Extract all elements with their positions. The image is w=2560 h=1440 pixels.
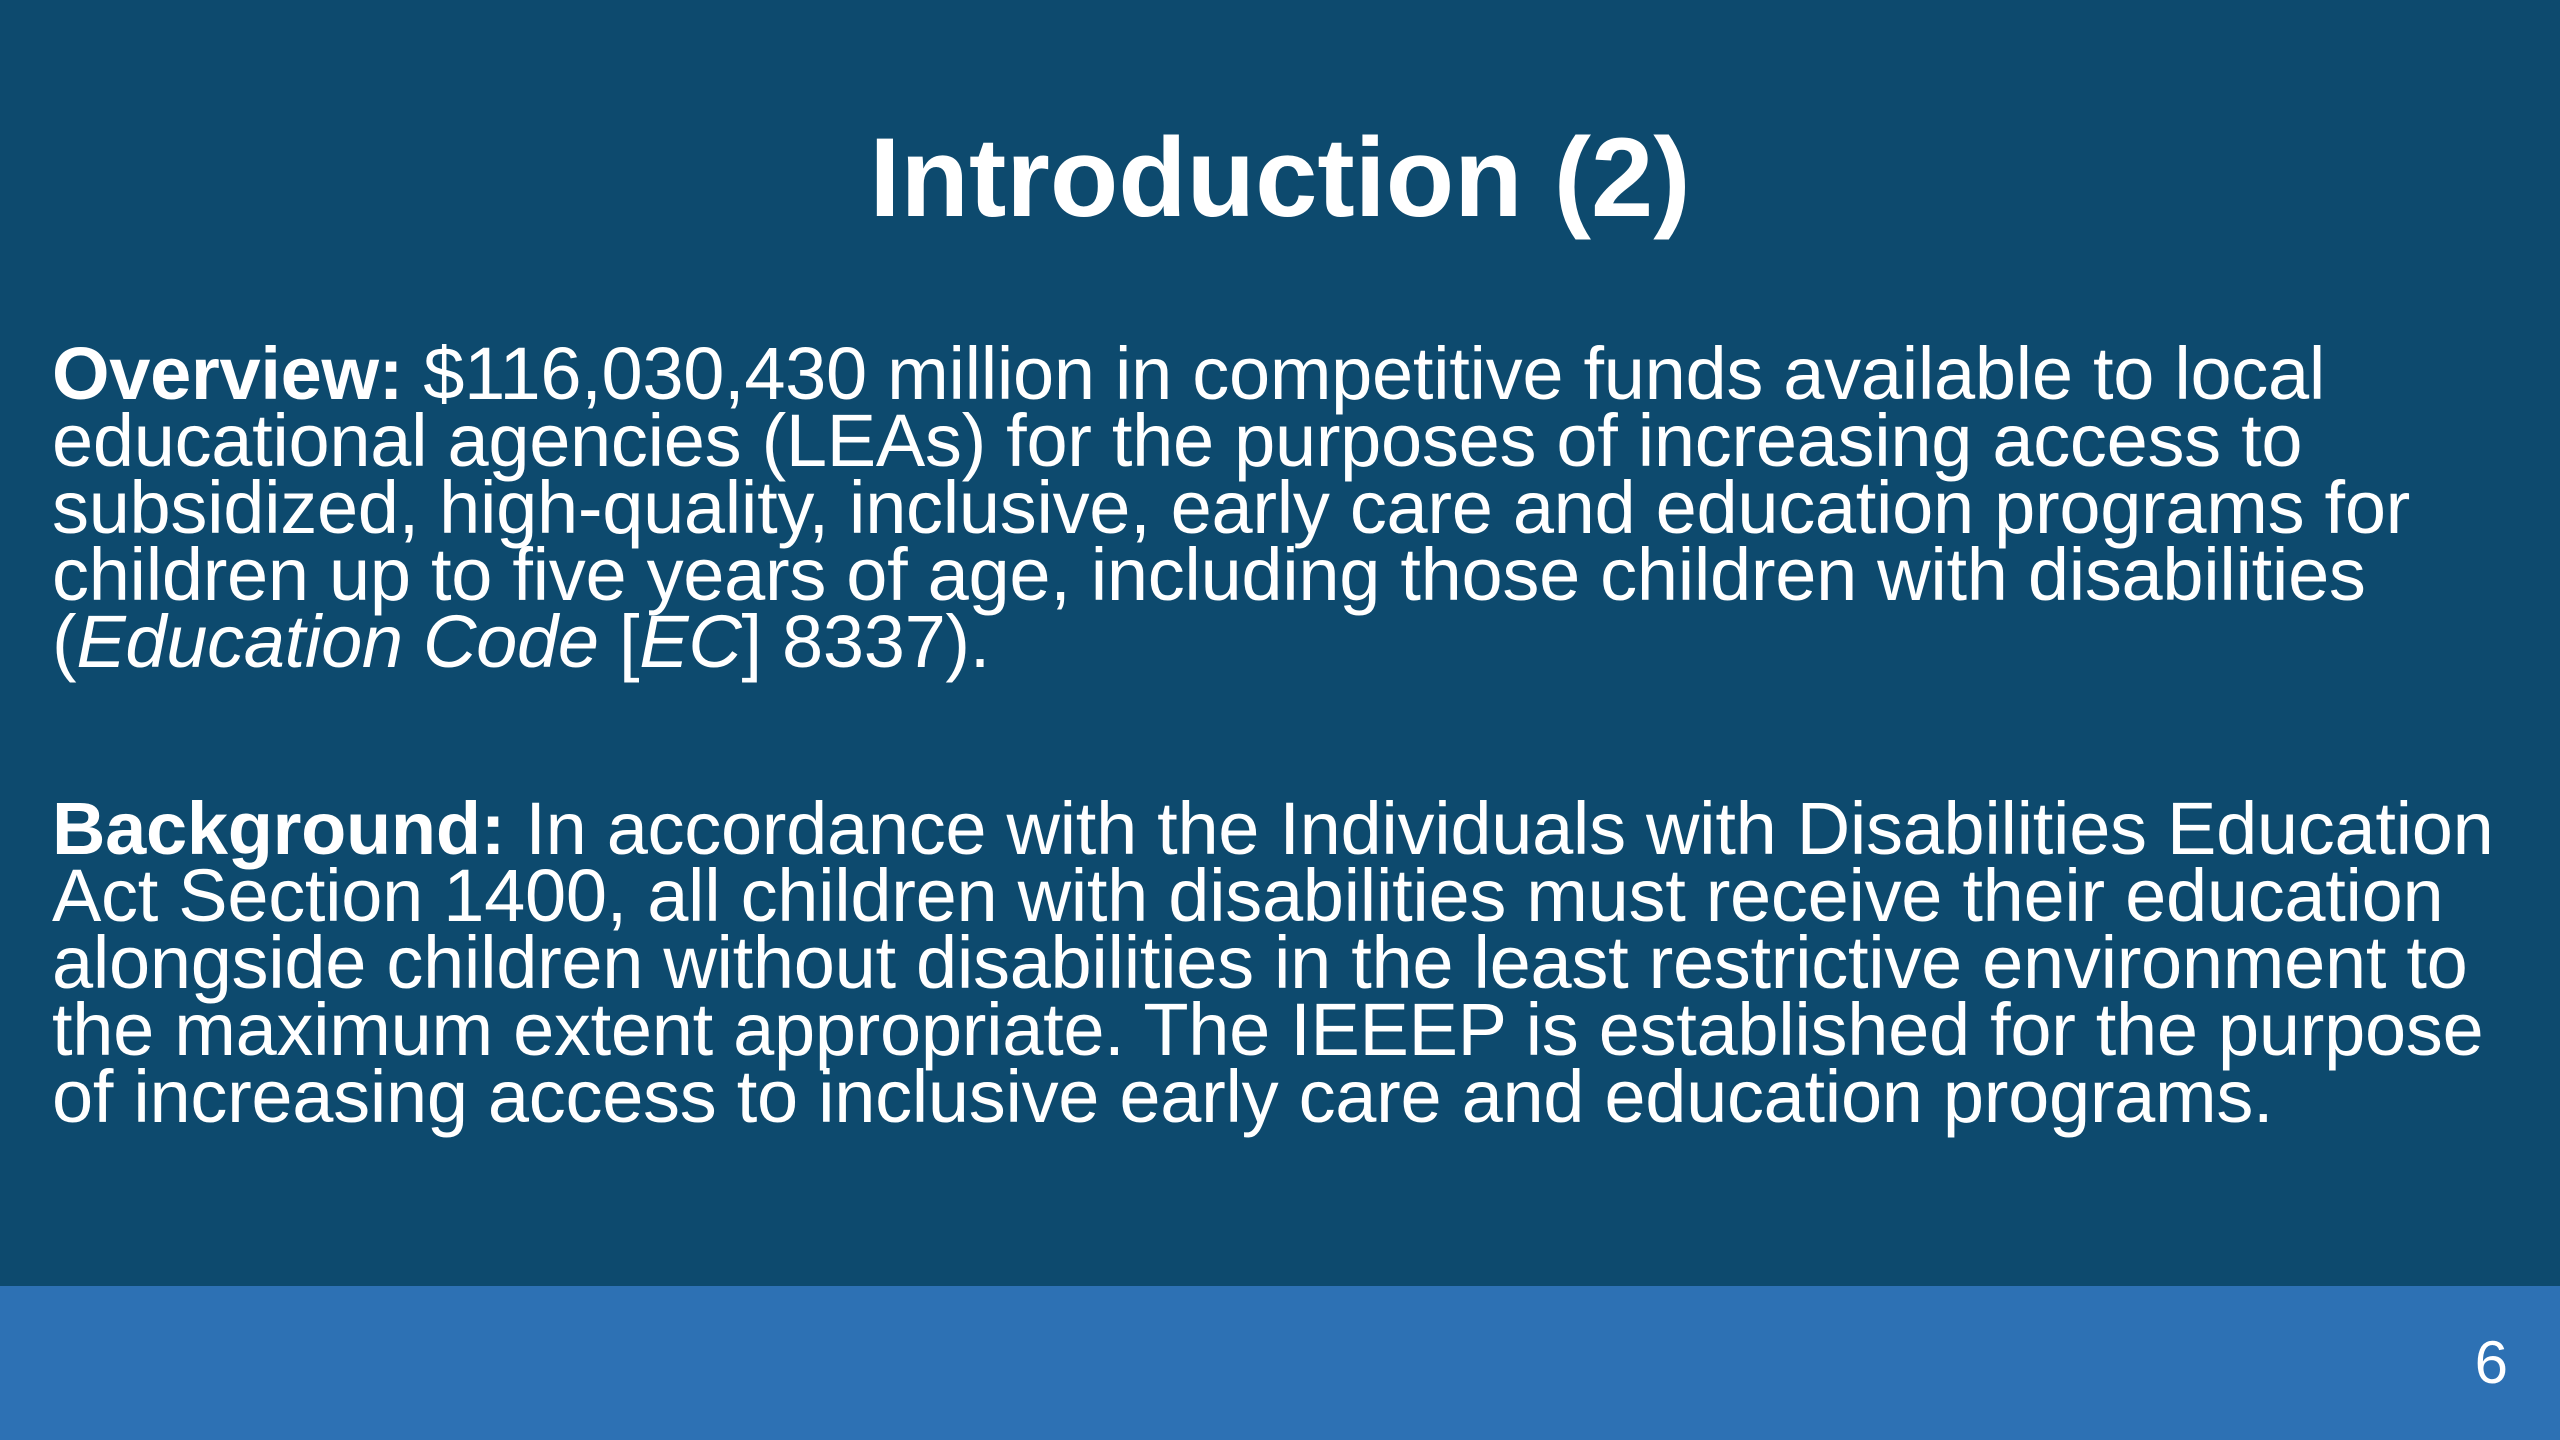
ec-italic: EC	[639, 600, 742, 683]
overview-bracket-open: [	[598, 600, 640, 683]
slide-title: Introduction (2)	[869, 115, 1691, 240]
overview-paragraph	[52, 332, 2522, 683]
footer-bar	[0, 1286, 2560, 1440]
background-label: Background:	[52, 787, 506, 870]
overview-text: $116,030,430 million in competitive funds available to local educational agencies (LEAs) for the purposes of increasing access to subsidized, high-quality, inclusive, early care and education programs for children up to five years of age, including those children with disabilities (	[52, 332, 2411, 683]
education-code-italic: Education Code	[76, 600, 599, 683]
overview-citation-end: ] 8337).	[741, 600, 991, 683]
background-text: In accordance with the Individuals with Disabilities Education Act Section 1400, all children with disabilities must receive their education alongside children without disabilities in the least restrictive environment to the maximum extent appropriate. The IEEEP is established for the purpose of increasing access to inclusive early care and education programs.	[52, 787, 2494, 1138]
overview-label: Overview:	[52, 332, 404, 415]
page-number: 6	[2474, 1329, 2508, 1396]
background-paragraph	[52, 787, 2522, 1138]
slide-content	[52, 332, 2522, 1138]
